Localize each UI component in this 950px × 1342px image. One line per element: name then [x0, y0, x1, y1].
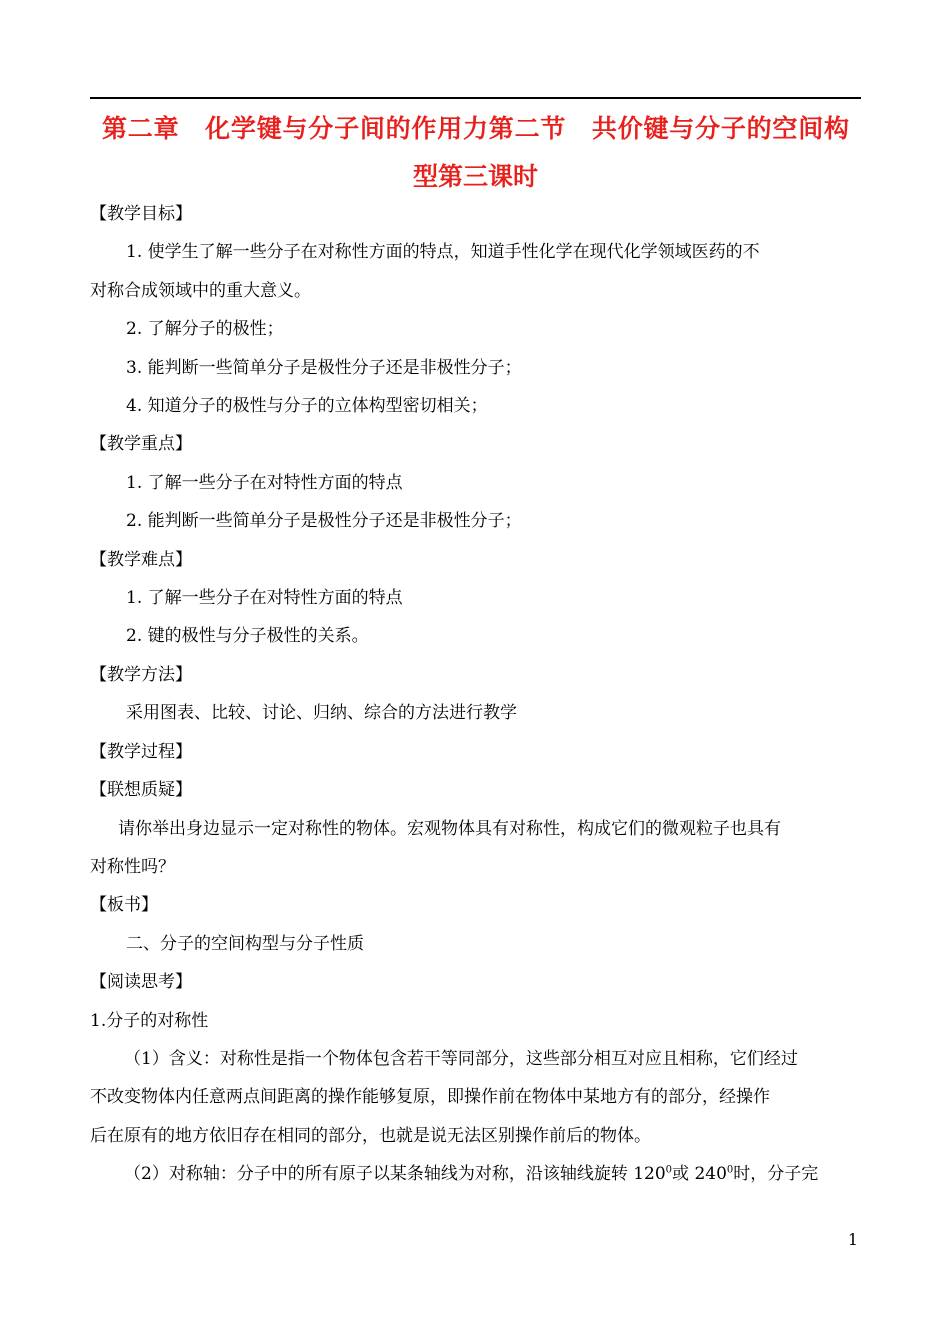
definition-line-3: 后在原有的地方依旧存在相同的部分，也就是说无法区别操作前后的物体。: [90, 1125, 651, 1146]
goal-1-line-2: 对称合成领域中的重大意义。: [90, 280, 311, 301]
document-title: [90, 105, 861, 201]
difficulty-2: 2. 键的极性与分子极性的关系。: [126, 626, 369, 647]
header-rule: [90, 97, 861, 99]
goal-3: 3. 能判断一些简单分子是极性分子还是非极性分子；: [126, 357, 522, 378]
association-line-2: 对称性吗？: [90, 856, 175, 877]
title-line-1: 第二章 化学键与分子间的作用力第二节 共价键与分子的空间构: [102, 114, 849, 143]
difficulty-1: 1. 了解一些分子在对特性方面的特点: [126, 588, 403, 609]
symmetry-heading: 1.分子的对称性: [90, 1010, 209, 1031]
reading-heading: 【阅读思考】: [90, 972, 192, 993]
key-point-1: 1. 了解一些分子在对特性方面的特点: [126, 472, 403, 493]
goal-2: 2. 了解分子的极性；: [126, 319, 284, 340]
board-heading: 【板书】: [90, 895, 158, 916]
degree-sup-2: 0: [726, 1164, 734, 1176]
title-line-2: 型第三课时: [412, 162, 538, 191]
page-number: 1: [847, 1230, 858, 1249]
goal-4: 4. 知道分子的极性与分子的立体构型密切相关；: [126, 396, 488, 417]
axis-text-1: （2）对称轴：分子中的所有原子以某条轴线为对称，沿该轴线旋转 120: [124, 1164, 666, 1185]
key-point-2: 2. 能判断一些简单分子是极性分子还是非极性分子；: [126, 511, 522, 532]
axis-line: [90, 1155, 862, 1193]
goals-heading: 【教学目标】: [90, 204, 192, 224]
method-text: 采用图表、比较、讨论、归纳、综合的方法进行教学: [126, 703, 517, 724]
difficulty-heading: 【教学难点】: [90, 549, 192, 570]
axis-text-3: 时，分子完: [733, 1164, 819, 1185]
definition-line-1: （1）含义：对称性是指一个物体包含若干等同部分，这些部分相互对应且相称，它们经过: [124, 1048, 798, 1069]
key-points-heading: 【教学重点】: [90, 434, 192, 455]
association-line-1: 请你举出身边显示一定对称性的物体。宏观物体具有对称性，构成它们的微观粒子也具有: [118, 818, 781, 839]
process-heading: 【教学过程】: [90, 741, 192, 762]
board-text: 二、分子的空间构型与分子性质: [126, 933, 364, 954]
association-heading: 【联想质疑】: [90, 780, 192, 801]
document-body: [90, 195, 862, 1194]
axis-text-2: 或 240: [672, 1164, 727, 1185]
method-heading: 【教学方法】: [90, 664, 192, 685]
goal-1-line-1: 1. 使学生了解一些分子在对称性方面的特点，知道手性化学在现代化学领域医药的不: [126, 242, 760, 263]
definition-line-2: 不改变物体内任意两点间距离的操作能够复原，即操作前在物体中某地方有的部分，经操作: [90, 1087, 770, 1108]
degree-sup-1: 0: [665, 1164, 673, 1176]
